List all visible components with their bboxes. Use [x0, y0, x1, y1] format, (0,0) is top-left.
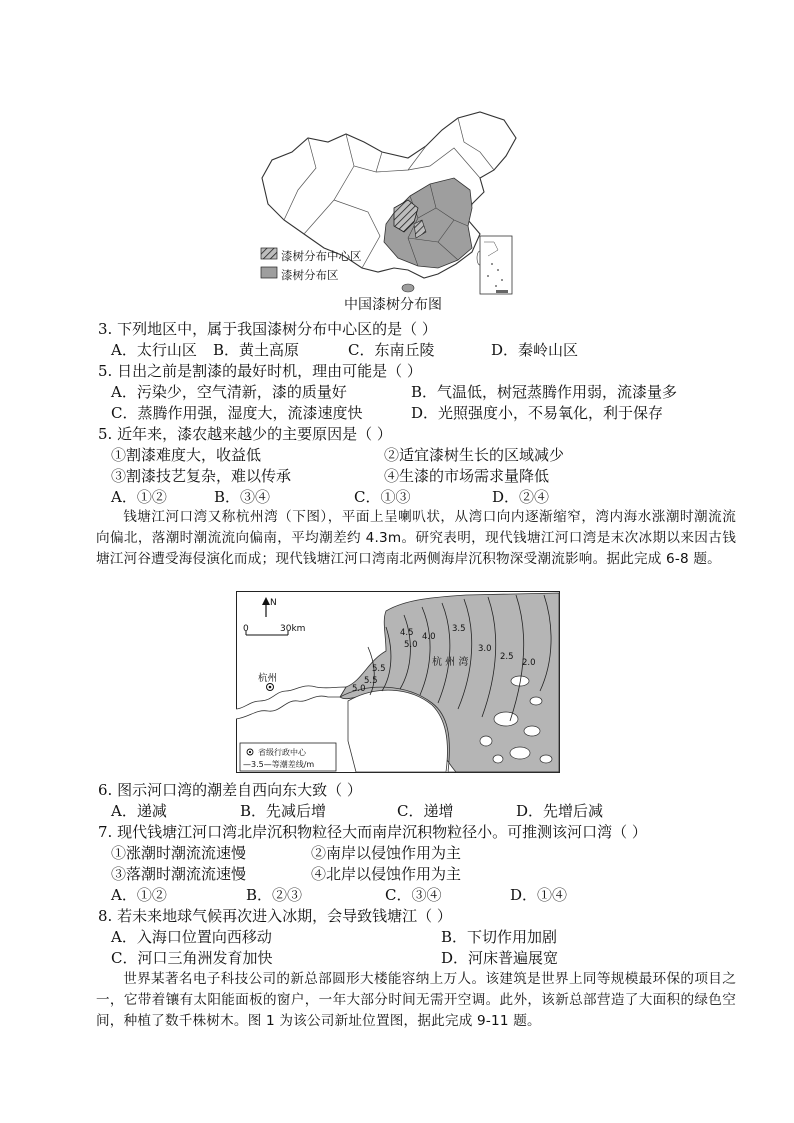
question-6-stem: 6. 图示河口湾的潮差自西向东大致（ ）	[98, 781, 362, 799]
question-7-option-a[interactable]: A．①②	[111, 886, 167, 904]
question-3-option-c[interactable]: C．东南丘陵	[348, 341, 435, 359]
question-7-stem: 7. 现代钱塘江河口湾北岸沉积物粒径大而南岸沉积物粒径小。可推测该河口湾（ ）	[98, 823, 647, 841]
legend-capital-icon	[247, 749, 253, 755]
question-5b-statement-3: ③割漆技艺复杂，难以传承	[111, 467, 292, 485]
question-8-option-c[interactable]: C．河口三角洲发育加快	[111, 949, 273, 967]
isoline-label: 3.0	[478, 644, 492, 654]
scale-end-label: 30km	[280, 624, 306, 634]
question-7-statement-4: ④北岸以侵蚀作用为主	[311, 865, 462, 883]
passage-qiantang: 钱塘江河口湾又称杭州湾（下图），平面上呈喇叭状，从湾口向内逐渐缩窄，湾内海水涨潮时潮流流向偏北，落潮时潮流流向偏南，平均潮差约 4.3m。研究表明，现代钱塘江河口湾是末次冰期以来因古钱塘江河谷遭受海侵演化而成；现代钱塘江河口湾南北两侧海岸沉积物深受潮流影响。据此完成 6-8 题。	[96, 509, 736, 567]
isoline-label: 4.0	[422, 632, 436, 642]
question-5b-statement-4: ④生漆的市场需求量降低	[384, 467, 550, 485]
isoline-label: 5.0	[352, 684, 366, 694]
question-7-statement-3: ③落潮时潮流流速慢	[111, 865, 247, 883]
question-5b-option-a[interactable]: A．①②	[111, 488, 167, 506]
bay-label: 杭 州 湾	[432, 657, 469, 668]
isoline-label: 2.0	[522, 658, 536, 668]
hangzhou-bay-map	[236, 591, 560, 773]
isoline-label: 4.5	[400, 628, 414, 638]
scale-start-label: 0	[243, 624, 249, 634]
legend-capital-label: 省级行政中心	[258, 748, 306, 757]
map1-caption: 中国漆树分布图	[344, 297, 442, 313]
question-3-option-a[interactable]: A．太行山区	[111, 341, 197, 359]
question-8-option-d[interactable]: D．河床普遍展宽	[441, 949, 559, 967]
legend-swatch-area	[261, 267, 277, 278]
question-5a-option-d[interactable]: D．光照强度小，不易氧化，利于保存	[411, 404, 664, 422]
isoline-label: 3.5	[452, 624, 466, 634]
question-3-option-b[interactable]: B．黄土高原	[213, 341, 300, 359]
city-label: 杭州	[258, 673, 278, 684]
legend-isoline-label: —3.5—等潮差线/m	[243, 760, 315, 769]
isoline-label: 5.5	[372, 664, 386, 674]
legend-swatch-center	[261, 248, 277, 259]
question-5b-option-d[interactable]: D．②④	[492, 488, 550, 506]
question-5b-statement-1: ①割漆难度大，收益低	[111, 446, 262, 464]
question-8-stem: 8. 若未来地球气候再次进入冰期，会导致钱塘江（ ）	[98, 907, 452, 925]
question-7-option-b[interactable]: B．②③	[246, 886, 303, 904]
isoline-label: 5.5	[364, 676, 378, 686]
question-8-option-b[interactable]: B．下切作用加剧	[441, 928, 558, 946]
question-6-option-b[interactable]: B．先减后增	[240, 802, 327, 820]
question-5a-option-b[interactable]: B．气温低，树冠蒸腾作用弱，流漆量多	[411, 383, 678, 401]
legend-label-area: 漆树分布区	[281, 268, 339, 282]
question-5b-stem: 5. 近年来，漆农越来越少的主要原因是（ ）	[98, 425, 392, 443]
question-5b-option-b[interactable]: B．③④	[214, 488, 271, 506]
legend-label-center: 漆树分布中心区	[281, 249, 362, 263]
passage-tech-hq: 世界某著名电子科技公司的新总部圆形大楼能容纳上万人。该建筑是世界上同等规模最环保的项目之一，它带着镶有太阳能面板的窗户，一年大部分时间无需开空调。此外，该新总部营造了大面积的绿色空间，种植了数千株树木。图 1 为该公司新址位置图，据此完成 9-11 题。	[96, 971, 736, 1029]
question-6-option-a[interactable]: A．递减	[111, 802, 167, 820]
north-label: N	[270, 598, 277, 608]
question-7-statement-2: ②南岸以侵蚀作用为主	[311, 844, 462, 862]
question-5a-option-c[interactable]: C．蒸腾作用强，湿度大，流漆速度快	[111, 404, 363, 422]
question-5a-option-a[interactable]: A．污染少，空气清新，漆的质量好	[111, 383, 347, 401]
isoline-label: 5.0	[404, 640, 418, 650]
question-5b-statement-2: ②适宜漆树生长的区域减少	[384, 446, 565, 464]
hangzhou-marker-icon	[267, 684, 274, 691]
question-7-option-c[interactable]: C．③④	[385, 886, 442, 904]
question-6-option-c[interactable]: C．递增	[397, 802, 454, 820]
question-6-option-d[interactable]: D．先增后减	[516, 802, 604, 820]
question-5a-stem: 5. 日出之前是割漆的最好时机，理由可能是（ ）	[98, 362, 422, 380]
question-7-statement-1: ①涨潮时潮流流速慢	[111, 844, 247, 862]
question-3-option-d[interactable]: D．秦岭山区	[491, 341, 579, 359]
question-7-option-d[interactable]: D．①④	[510, 886, 568, 904]
question-3-stem: 3. 下列地区中，属于我国漆树分布中心区的是（ ）	[98, 320, 437, 338]
question-8-option-a[interactable]: A．入海口位置向西移动	[111, 928, 272, 946]
question-5b-option-c[interactable]: C．①③	[354, 488, 411, 506]
isoline-label: 2.5	[500, 652, 514, 662]
